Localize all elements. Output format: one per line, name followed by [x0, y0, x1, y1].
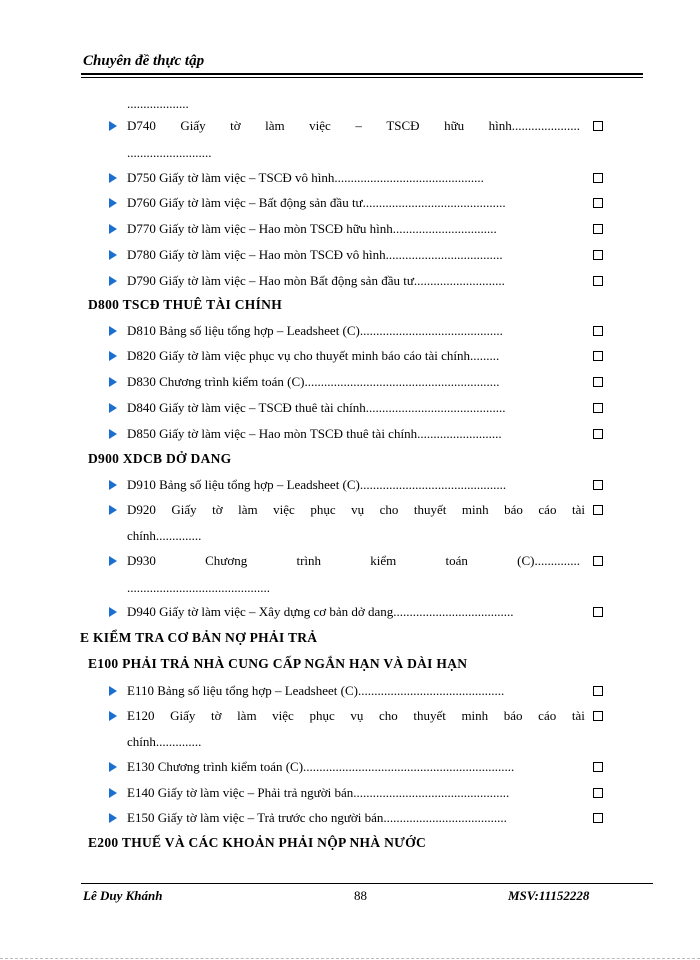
page-header-title: Chuyên đề thực tập: [83, 53, 205, 69]
checkbox[interactable]: [593, 686, 603, 696]
header-rule-thin: [81, 77, 643, 78]
checkbox[interactable]: [593, 224, 603, 234]
checkbox[interactable]: [593, 480, 603, 490]
checkbox[interactable]: [593, 326, 603, 336]
bullet-arrow-icon: [109, 788, 117, 798]
list-item-continuation: chính..............: [127, 734, 202, 749]
checkbox[interactable]: [593, 762, 603, 772]
list-item-e150: E150 Giấy tờ làm việc – Trả trước cho người bán......................................: [127, 810, 507, 825]
bullet-arrow-icon: [109, 250, 117, 260]
bullet-arrow-icon: [109, 403, 117, 413]
list-item-d770: D770 Giấy tờ làm việc – Hao mòn TSCĐ hữu hình................................: [127, 221, 497, 236]
bullet-arrow-icon: [109, 377, 117, 387]
list-item-d820: D820 Giấy tờ làm việc phục vụ cho thuyết minh báo cáo tài chính.........: [127, 348, 500, 363]
checkbox[interactable]: [593, 556, 603, 566]
list-item-d760: D760 Giấy tờ làm việc – Bất động sản đầu tư............................................: [127, 195, 506, 210]
bullet-arrow-icon: [109, 224, 117, 234]
list-item-d840: D840 Giấy tờ làm việc – TSCĐ thuê tài chính...........................................: [127, 400, 506, 415]
bullet-arrow-icon: [109, 813, 117, 823]
bullet-arrow-icon: [109, 121, 117, 131]
bullet-arrow-icon: [109, 326, 117, 336]
list-item-d850: D850 Giấy tờ làm việc – Hao mòn TSCĐ thuê tài chính..........................: [127, 426, 502, 441]
bullet-arrow-icon: [109, 762, 117, 772]
list-item-e130: E130 Chương trình kiểm toán (C).................................................................: [127, 759, 515, 774]
footer-author: Lê Duy Khánh: [83, 888, 163, 903]
checkbox[interactable]: [593, 403, 603, 413]
bullet-arrow-icon: [109, 480, 117, 490]
section-heading-e100: E100 PHẢI TRẢ NHÀ CUNG CẤP NGẮN HẠN VÀ DÀI HẠN: [88, 656, 468, 671]
bullet-arrow-icon: [109, 173, 117, 183]
list-item-continuation: ............................................: [127, 580, 270, 595]
section-heading-d800: D800 TSCĐ THUÊ TÀI CHÍNH: [88, 297, 282, 312]
checkbox[interactable]: [593, 276, 603, 286]
checkbox[interactable]: [593, 788, 603, 798]
list-item-d780: D780 Giấy tờ làm việc – Hao mòn TSCĐ vô hình....................................: [127, 247, 503, 262]
checkbox[interactable]: [593, 711, 603, 721]
bullet-arrow-icon: [109, 198, 117, 208]
checkbox[interactable]: [593, 173, 603, 183]
list-item-e110: E110 Bảng số liệu tổng hợp – Leadsheet (C).............................................: [127, 683, 505, 698]
bullet-arrow-icon: [109, 711, 117, 721]
bullet-arrow-icon: [109, 607, 117, 617]
section-heading-e: E KIỂM TRA CƠ BẢN NỢ PHẢI TRẢ: [80, 630, 318, 645]
bullet-arrow-icon: [109, 429, 117, 439]
checkbox[interactable]: [593, 250, 603, 260]
bullet-arrow-icon: [109, 276, 117, 286]
list-item-d920: D920 Giấy tờ làm việc phục vụ cho thuyết minh báo cáo tài: [127, 502, 585, 517]
checkbox[interactable]: [593, 505, 603, 515]
checkbox[interactable]: [593, 377, 603, 387]
list-item-e140: E140 Giấy tờ làm việc – Phải trả người bán................................................: [127, 785, 510, 800]
checkbox[interactable]: [593, 429, 603, 439]
checkbox[interactable]: [593, 121, 603, 131]
bullet-arrow-icon: [109, 351, 117, 361]
list-item-d940: D940 Giấy tờ làm việc – Xây dựng cơ bản dở dang.....................................: [127, 604, 514, 619]
footer-rule: [81, 883, 653, 884]
footer-student-id: MSV:11152228: [508, 888, 590, 903]
checkbox[interactable]: [593, 813, 603, 823]
list-item-d750: D750 Giấy tờ làm việc – TSCĐ vô hình..............................................: [127, 170, 484, 185]
checkbox[interactable]: [593, 351, 603, 361]
list-item-d810: D810 Bảng số liệu tổng hợp – Leadsheet (C)............................................: [127, 323, 503, 338]
bullet-arrow-icon: [109, 556, 117, 566]
section-heading-d900: D900 XDCB DỞ DANG: [88, 451, 232, 466]
header-rule: [81, 73, 643, 75]
list-item-d930: D930 Chương trình kiểm toán (C)..............: [127, 553, 580, 568]
list-item-d740: D740 Giấy tờ làm việc – TSCĐ hữu hình.....................: [127, 118, 580, 133]
page-break-divider: [0, 958, 700, 959]
page-number: 88: [354, 888, 367, 903]
section-heading-e200: E200 THUẾ VÀ CÁC KHOẢN PHẢI NỘP NHÀ NƯỚC: [88, 835, 427, 850]
checkbox[interactable]: [593, 607, 603, 617]
checkbox[interactable]: [593, 198, 603, 208]
list-item-d790: D790 Giấy tờ làm việc – Hao mòn Bất động sản đầu tư............................: [127, 273, 505, 288]
bullet-arrow-icon: [109, 505, 117, 515]
list-item-continuation: ..........................: [127, 145, 212, 160]
bullet-arrow-icon: [109, 686, 117, 696]
list-item-e120: E120 Giấy tờ làm việc phục vụ cho thuyết minh báo cáo tài: [127, 708, 585, 723]
list-item-continuation: chính..............: [127, 528, 202, 543]
list-item-d830: D830 Chương trình kiểm toán (C)............................................................: [127, 374, 500, 389]
list-item-d910: D910 Bảng số liệu tổng hợp – Leadsheet (C).............................................: [127, 477, 507, 492]
continued-dots: ...................: [127, 96, 189, 111]
